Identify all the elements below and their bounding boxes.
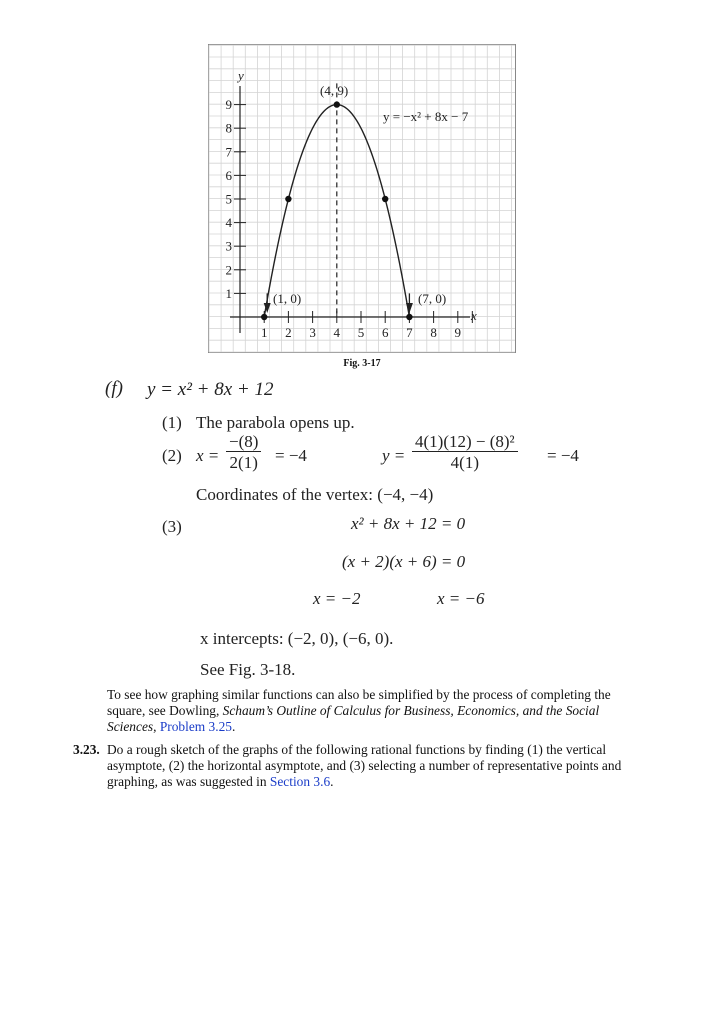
step3-equation-1: x² + 8x + 12 = 0	[351, 514, 466, 533]
paragraph-line-1: To see how graphing similar functions can also be simplified by the process of completing the	[107, 687, 611, 702]
y-tick-label: 6	[225, 167, 232, 183]
step3-root-1: x = −2	[313, 589, 361, 608]
step2-x-denominator: 2(1)	[229, 453, 258, 472]
step2-x-lhs: x =	[196, 446, 220, 465]
x-tick-label: 4	[333, 325, 341, 340]
step1-text: The parabola opens up.	[196, 413, 355, 432]
figure-3-17	[0, 0, 723, 380]
paragraph-line-2: square, see Dowling, Schaum’s Outline of Calculus for Business, Economics, and the Social	[107, 703, 600, 718]
step3-number: (3)	[162, 517, 182, 536]
data-point	[261, 314, 267, 320]
y-tick-label: 4	[225, 215, 232, 231]
part-f-equation: y = x² + 8x + 12	[147, 379, 274, 400]
vertex-label: (4, 9)	[320, 83, 349, 98]
x-tick-label: 2	[285, 325, 292, 340]
problem-line-1: Do a rough sketch of the graphs of the following rational functions by finding (1) the vertical	[107, 742, 607, 757]
step2-number: (2)	[162, 446, 182, 465]
step2-x-rhs: = −4	[275, 446, 307, 465]
vertex-coordinates: Coordinates of the vertex: (−4, −4)	[196, 485, 434, 504]
section-3-6-link[interactable]: Section 3.6	[269, 774, 331, 789]
problem-number: 3.23.	[73, 742, 100, 757]
y-tick-label: 2	[225, 262, 232, 278]
x-tick-label: 5	[357, 325, 365, 340]
step2-x-numerator: −(8)	[226, 432, 261, 452]
step2-y-numerator: 4(1)(12) − (8)²	[412, 432, 518, 452]
x-tick-label: 8	[430, 325, 437, 340]
y-tick-label: 1	[225, 285, 232, 301]
x-tick-label: 7	[406, 325, 413, 340]
y-tick-label: 8	[225, 120, 232, 136]
step3-root-2: x = −6	[437, 589, 485, 608]
problem-3-25-link[interactable]: Problem 3.25	[159, 719, 232, 734]
x-tick-label: 1	[260, 325, 268, 340]
x-tick-label: 6	[381, 325, 389, 340]
y-tick-label: 5	[225, 191, 232, 207]
data-point	[382, 196, 388, 202]
step2-y-lhs: y =	[382, 446, 406, 465]
step1-number: (1)	[162, 413, 182, 432]
problem-text	[107, 742, 621, 790]
x-axis-label: x	[471, 308, 477, 323]
data-point	[334, 101, 340, 107]
data-point	[406, 314, 412, 320]
x-intercepts: x intercepts: (−2, 0), (−6, 0).	[200, 629, 394, 648]
completing-square-paragraph	[107, 687, 611, 735]
step2-x-fraction	[226, 432, 261, 473]
x-tick-labels	[261, 325, 461, 340]
y-tick-label: 9	[225, 97, 232, 113]
see-figure: See Fig. 3-18.	[200, 660, 296, 679]
x-tick-label: 9	[454, 325, 462, 340]
step2-y-denominator: 4(1)	[450, 453, 479, 472]
problem-line-2: asymptote, (2) the horizontal asymptote, and (3) selecting a number of representative points and	[107, 758, 622, 773]
part-f-label: (f)	[105, 378, 123, 399]
x-tick-label: 3	[309, 325, 316, 340]
y-tick-label: 7	[225, 144, 232, 160]
paragraph-line-3: Sciences, Problem 3.25.	[107, 719, 236, 734]
right-intercept-label: (7, 0)	[418, 291, 447, 306]
step3-equation-2: (x + 2)(x + 6) = 0	[342, 552, 466, 571]
figure-caption: Fig. 3-17	[343, 358, 381, 369]
y-axis-label: y	[238, 68, 244, 83]
step2-y-fraction	[412, 432, 518, 473]
left-intercept-label: (1, 0)	[273, 291, 302, 306]
y-tick-labels	[226, 97, 233, 301]
step2-y-rhs: = −4	[547, 446, 579, 465]
data-point	[285, 196, 291, 202]
problem-line-3: graphing, as was suggested in Section 3.6.	[107, 774, 334, 789]
equation-label: y = −x² + 8x − 7	[383, 109, 469, 124]
y-tick-label: 3	[225, 238, 232, 254]
